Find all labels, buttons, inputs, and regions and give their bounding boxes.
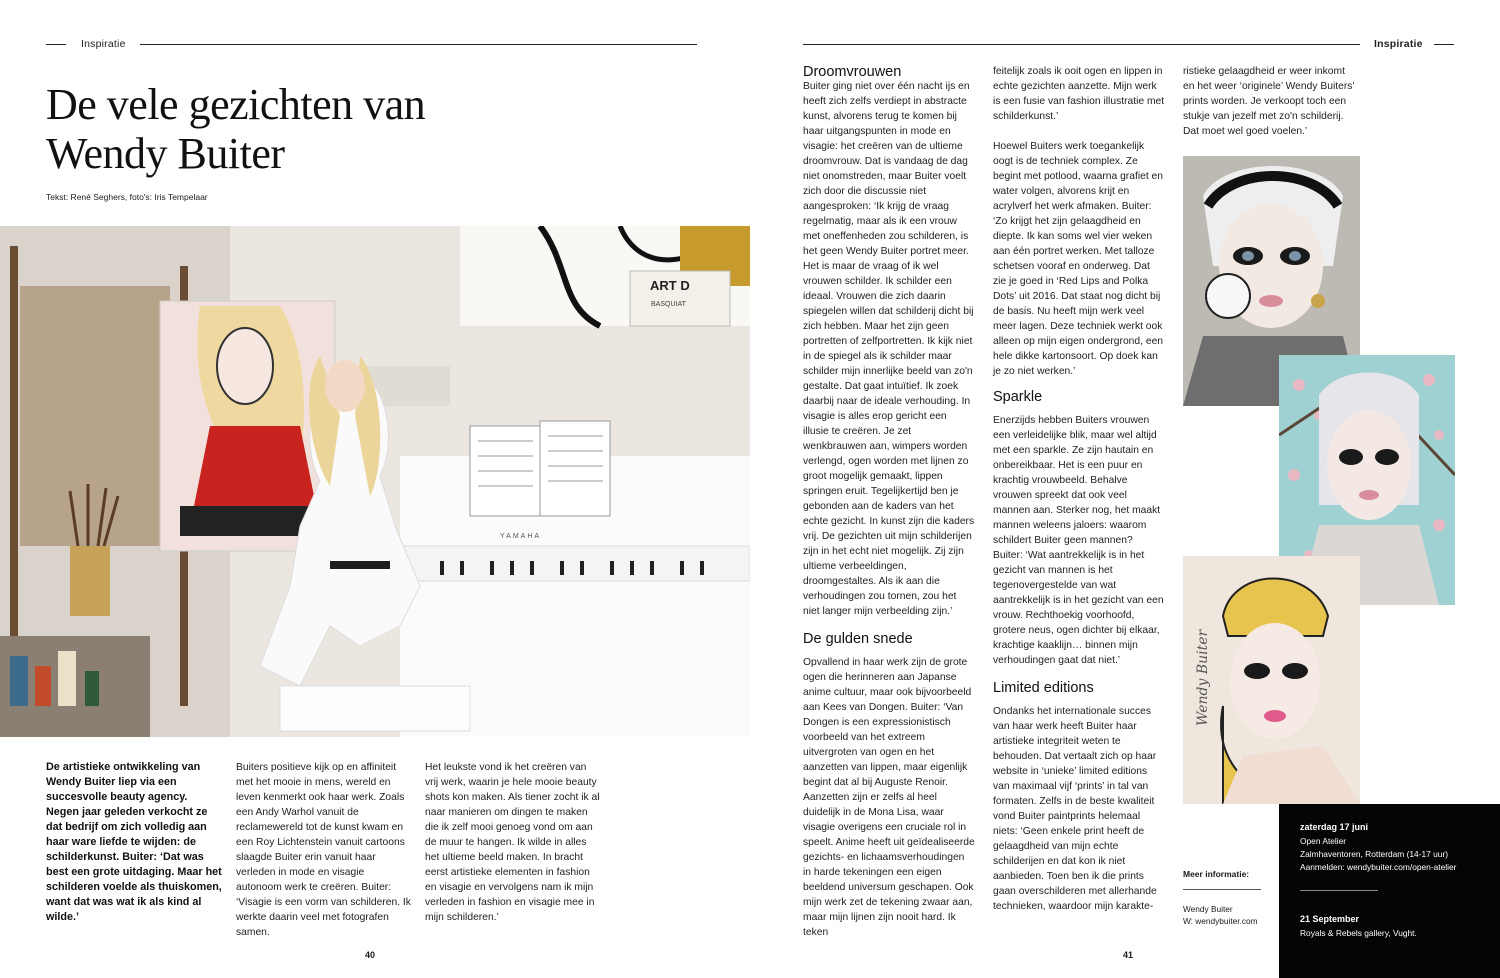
title-line-1: De vele gezichten van [46, 80, 426, 129]
piano-brand: YAMAHA [500, 533, 542, 540]
header-rule-right [803, 44, 1360, 45]
event-box [1279, 804, 1500, 978]
event-1 [1300, 822, 1495, 874]
art-book-subtitle: BASQUIAT [651, 301, 686, 308]
heading-limited-editions: Limited editions [993, 680, 1094, 696]
heading-droomvrouwen: Droomvrouwen [803, 64, 902, 80]
painting-yellow-turban [1183, 556, 1360, 804]
studio-photo [0, 226, 750, 737]
more-info-name: Wendy Buiter [1183, 904, 1233, 914]
intro-paragraph: De artistieke ontwikkeling van Wendy Buiter liep via een succesvolle beauty agency. Negen jaar geleden verkocht ze dat bedrijf om zich volledig aan haar ware liefde te wijden: de schilderkunst. Buiter: ‘Dat was best een grote uitdaging. Maar het schilderen voelde als thuiskomen, want dat was wat ik als kind al wilde.’ [46, 761, 222, 923]
page-number-right: 41 [1123, 950, 1134, 960]
left-column-2: Buiters positieve kijk op en affiniteit met het mooie in mens, wereld en leven kenmerkt ook haar werk. Zoals een Andy Warhol vanuit de reclamewereld tot de kunst kwam en een Roy Lichtenstein vanuit cartoons slaagde Buiter erin vanuit haar verleden in mode en visagie autonoom werk te creëren. Buiter: ‘Visagie is een vorm van schilderen. Ik werkte daarin veel met fotografen samen. [236, 762, 411, 938]
more-info-block [1183, 903, 1258, 927]
header-rule-right-short [1434, 44, 1454, 45]
text-sparkle: Enerzijds hebben Buiters vrouwen een verleidelijke blik, maar wel altijd met een sparkle. Ze zijn hautain en onbereikbaar. Het is een puur en krachtig vrouwbeeld. Behalve vrouwen spreekt dat ook veel mannen aan. Sterker nog, het maakt mannen weleens jaloers: waarom schildert Buiter geen mannen? Buiter: ‘Wat aantrekkelijk is in het gezicht van mannen is het tegenovergestelde van wat aantrekkelijk is in het gezicht van een vrouw. Rechthoekig voorhoofd, grotere neus, ogen dichter bij elkaar, krachtige kaaklijn… binnen mijn verhoudingen gaat dat niet.’ [993, 415, 1164, 666]
event-2-line-1: Royals & Rebels gallery, Vught. [1300, 928, 1417, 938]
heading-sparkle: Sparkle [993, 389, 1043, 405]
text-technique: Hoewel Buiters werk toegankelijk oogt is de techniek complex. Ze begint met potlood, waarna grafiet en water volgen, alvorens krijt en acrylverf het werk afmaken. Buiter: ‘Zo krijgt het zijn gelaagdheid en diepte. Ik kan soms wel vier weken aan één portret werken. Met talloze schetsen vooraf en onderweg. Dat zie je goed in ‘Red Lips and Polka Dots’ uit 2016. Dat staat nog dicht bij de basis. Nu heeft mijn werk veel meer lagen. Deze techniek werkt ook alleen op mijn eigen ondergrond, een hele dikke kartonsoort. Op doek kan je zo niet werken.’ [993, 141, 1164, 377]
title-line-2: Wendy Buiter [46, 129, 285, 178]
section-label-left: Inspiratie [81, 38, 126, 50]
header-rule-long [140, 44, 697, 45]
event-2 [1300, 914, 1495, 940]
art-book-title: ART D [650, 278, 690, 293]
event-1-line-3[interactable]: Aanmelden: wendybuiter.com/open-atelier [1300, 862, 1457, 872]
text-col2-top: feitelijk zoals ik ooit ogen en lippen in echte gezichten aanzette. Mijn werk is een fusie van fashion illustratie met schilderkunst.’ [993, 66, 1165, 122]
painting-signature: Wendy Buiter [1195, 629, 1211, 726]
event-divider [1300, 890, 1378, 891]
text-limited-editions: Ondanks het internationale succes van haar werk heeft Buiter haar artistieke integriteit weten te behouden. Dat vertaalt zich op haar website in ‘unieke’ limited editions van maximaal vijf ‘prints’ in tal van formaten. Zelfs in de beste kwaliteit vond Buiter paintprints helemaal niets: ‘Geen enkele print heeft de gelaagdheid van mijn echte schilderijen en dat kon ik niet aanbieden. Toen ben ik die prints gaan overschilderen met allerhande technieken, waardoor mijn karakte- [993, 706, 1157, 912]
right-column-2 [993, 64, 1165, 914]
header-rule-short [46, 44, 66, 45]
right-column-1 [803, 58, 975, 940]
heading-gulden-snede: De gulden snede [803, 631, 913, 647]
event-1-line-2: Zalmhaventoren, Rotterdam (14-17 uur) [1300, 849, 1449, 859]
more-info-rule [1183, 889, 1261, 890]
more-info-website[interactable]: W: wendybuiter.com [1183, 916, 1258, 926]
credits: Tekst: René Seghers, foto's: Iris Tempelaar [46, 192, 208, 202]
page-number-left: 40 [365, 950, 376, 960]
event-1-date: zaterdag 17 juni [1300, 822, 1369, 832]
section-label-right: Inspiratie [1374, 38, 1423, 50]
event-1-line-1: Open Atelier [1300, 836, 1347, 846]
event-2-date: 21 September [1300, 914, 1360, 924]
left-column-3: Het leukste vond ik het creëren van vrij werk, waarin je hele mooie beauty shots kon maken. Als tiener zocht ik al naar manieren om dingen te maken die ik zelf mooi genoeg vond om aan de muur te hangen. Ik wilde in alles het ultieme beeld maken. In bracht eerst artistieke elementen in fashion en visagie en vervolgens nam ik mijn verleden in fashion en visagie mee in mijn schilderen.’ [425, 762, 600, 923]
right-column-3: ristieke gelaagdheid er weer inkomt en het weer ‘originele’ Wendy Buiters’ prints worden. Je verkoopt toch een stukje van jezelf met zo'n schilderij. Dat moet wel goed voelen.’ [1183, 66, 1355, 137]
more-info-label: Meer informatie: [1183, 869, 1250, 879]
text-droomvrouwen: Buiter ging niet over één nacht ijs en heeft zich zelfs verdiept in abstracte kunst, alvorens terug te komen bij haar uitgangspunten in mode en visagie: het creëren van de ultieme droomvrouw. Dat is vandaag de dag niet onomstreden, maar Buiter voelt zich door die discussie niet aangesproken: ‘Ik krijg de vraag regelmatig, maar als ik een vrouw met oneffenheden zou schilderen, is het geen Wendy Buiter portret meer. Het is maar de vraag of ik wel vrouwen schilder. Ik schilder een ideaal. Vrouwen die zich daarin spiegelen willen dat schilderij dicht bij zich hebben. Maar het zijn geen portretten of zelfportretten. Ik kijk niet in de spiegel als ik schilder maar schilder mijn innerlijke beeld van zo'n gestalte. Dat gaat intuïtief. Ik zoek daarbij naar de ideale verhouding. In visagie is alles erop gericht een illusie te creëren. Je zet wenkbrauwen aan, wimpers worden verlengd, ogen worden met lijnen zo groot mogelijk gemaakt, lippen springen eruit. Tegelijkertijd ben je gebonden aan de kaders van het echte gezicht. In kunst zijn die kaders vrij. De gezichten uit mijn schilderijen zijn in het echt niet mogelijk. Zij zijn ultieme verbeeldingen, droomgestaltes. Als ik aan die verhoudingen zou tornen, zou het niet langer mijn verbeelding zijn.’ [803, 81, 975, 617]
text-gulden-snede: Opvallend in haar werk zijn de grote ogen die herinneren aan Japanse anime cultuur, maar ook bijvoorbeeld aan Kees van Dongen. Buiter: ‘Van Dongen is een expressionistisch voorbeeld van het extreem uitvergroten van ogen en het aanzetten van lippen, maar eigenlijk begint dat al bij Auguste Renoir. Aanzetten zijn er zelfs al heel duidelijk in de Mona Lisa, waar visagie overigens een cruciale rol in speelt. Anime heeft uit geïdealiseerde gezichts- en lichaamsverhoudingen in harde tekeningen een eigen beeldend universum geschapen. Ook mijn werk zet de tekening zwaar aan, maar mijn lijnen zijn nooit hard. Ik teken [803, 657, 975, 938]
article-title [46, 82, 666, 177]
